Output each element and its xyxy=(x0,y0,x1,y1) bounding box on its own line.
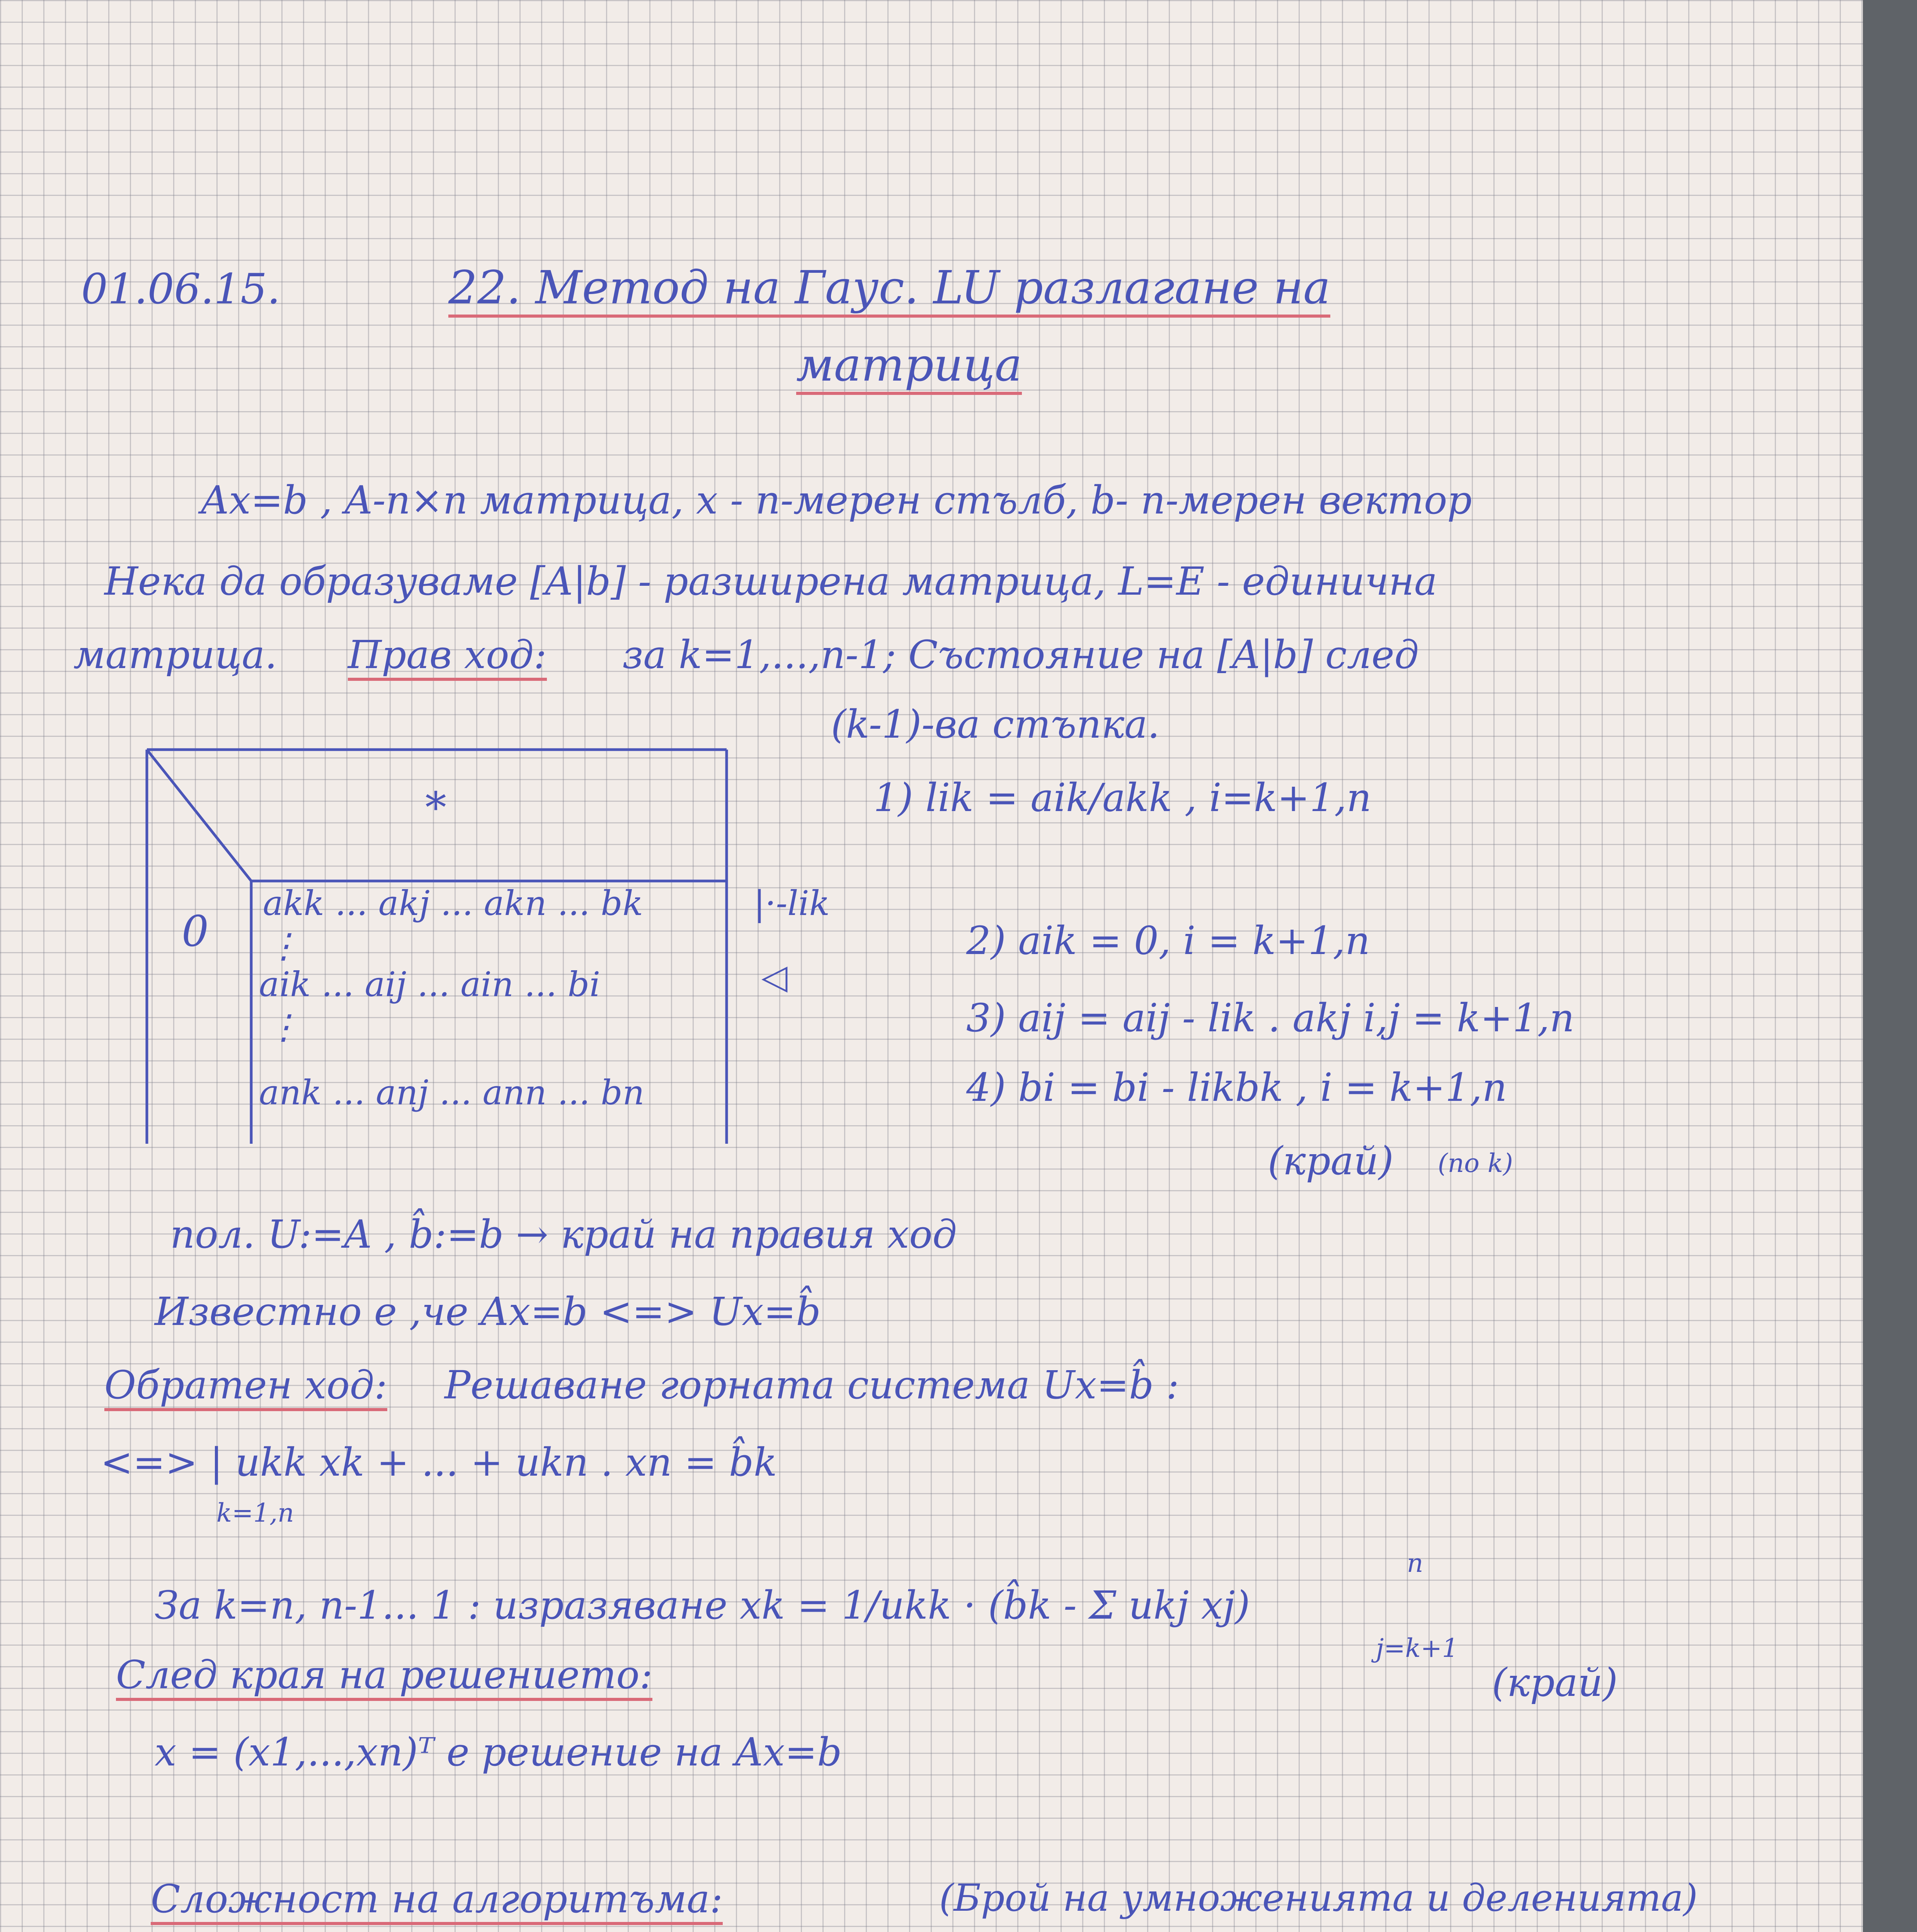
matrix-side-arrow: ◁ xyxy=(761,957,788,997)
matrix-row-n: ank ... anj ... ann ... bn xyxy=(259,1073,645,1112)
page-title: 22. Метод на Гаус. LU разлагане на xyxy=(448,263,1330,318)
back-pass-desc: Решаване горната системa Ux=b̂ : xyxy=(444,1362,1179,1408)
complexity-label: Сложност на алгоритъма: xyxy=(151,1878,723,1925)
step-3: 3) aij = aij - lik . akj i,j = k+1,n xyxy=(966,995,1575,1041)
back-pass-equation: <=> | ukk xk + ... + ukn . xn = b̂k xyxy=(100,1440,777,1485)
complexity-note: (Брой на умноженията и деленията) xyxy=(939,1876,1698,1920)
back-pass-solution: x = (x1,...,xn)ᵀ е решение на Ax=b xyxy=(155,1730,842,1775)
step-2: 2) aik = 0, i = k+1,n xyxy=(966,918,1370,963)
intro-line-3a: матрица. xyxy=(73,632,277,677)
matrix-row-i: aik ... aij ... ain ... bi xyxy=(259,964,601,1004)
step-4: 4) bi = bi - likbk , i = k+1,n xyxy=(966,1065,1507,1110)
step-1: 1) lik = aik/akk , i=k+1,n xyxy=(873,775,1372,820)
matrix-side-note: |·-lik xyxy=(754,883,830,923)
back-pass-sum-top: n xyxy=(1407,1548,1423,1578)
steps-end-small: (по k) xyxy=(1438,1148,1513,1178)
intro-line-1: Ax=b , A-n×n матрица, x - n-мерен стълб, b- n-мерен вектор xyxy=(201,478,1472,523)
matrix-row-k: akk ... akj ... akn ... bk xyxy=(263,883,643,923)
intro-line-3c: за k=1,...,n-1; Състояние на [A|b] след xyxy=(622,632,1419,677)
forward-end-line-2: Известно е ,че Ax=b <=> Ux=b̂ xyxy=(155,1289,821,1334)
matrix-dots-2: ⋮ xyxy=(267,1007,301,1047)
forward-pass-label: Прав ход: xyxy=(348,634,547,681)
back-pass-for-line: За k=n, n-1... 1 : изразяване xk = 1/ukk · (b̂k - Σ ukj xj) xyxy=(155,1583,1250,1628)
matrix-zero: 0 xyxy=(182,906,209,956)
matrix-dots-1: ⋮ xyxy=(267,926,301,966)
steps-end: (край) xyxy=(1268,1138,1394,1184)
back-pass-after: След края на решението: xyxy=(116,1654,652,1701)
back-pass-end: (край) xyxy=(1492,1660,1618,1705)
back-pass-range: k=1,n xyxy=(216,1498,294,1528)
page-title-line2: матрица xyxy=(796,340,1022,395)
intro-line-2: Нека да образуваме [A|b] - разширена матрица, L=E - единична xyxy=(104,559,1437,604)
matrix-star: * xyxy=(425,783,446,832)
forward-end-line-1: пол. U:=A , b̂:=b → край на правия ход xyxy=(170,1212,957,1257)
date-label: 01.06.15. xyxy=(81,265,281,313)
intro-line-4: (k-1)-ва стъпка. xyxy=(831,702,1160,747)
back-pass-label: Обратен ход: xyxy=(104,1364,387,1411)
scan-shadow-right xyxy=(1863,0,1917,1932)
back-pass-sum-bottom: j=k+1 xyxy=(1376,1633,1459,1663)
